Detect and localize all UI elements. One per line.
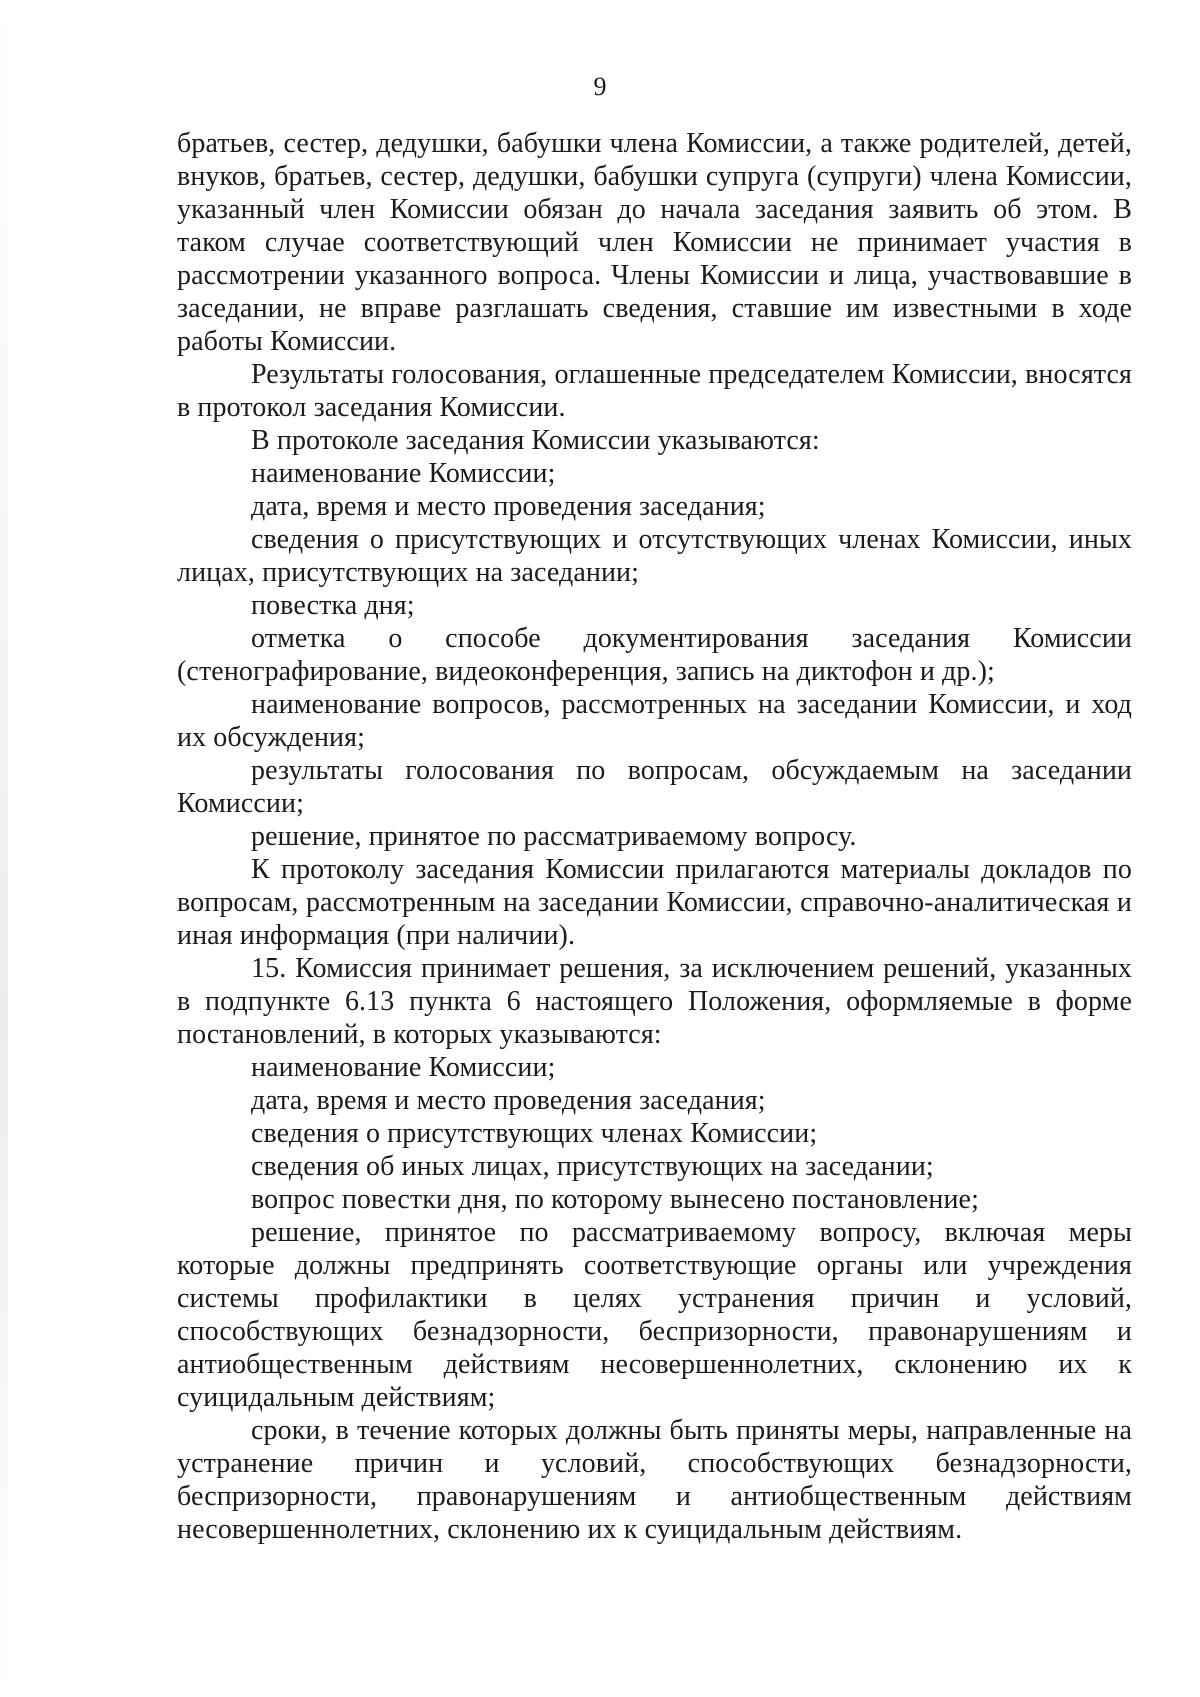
- list-item: сведения о присутствующих членах Комиссии;: [251, 1118, 818, 1149]
- paragraph: братьев, сестер, дедушки, бабушки члена Комиссии, а также родителей, детей, внуков, братьев, сестер, дедушки, бабушки супруга (супруги) члена Комиссии, указанный член Комиссии обязан до начала заседания заявить об этом. В таком случае соответствующий член Комиссии не принимает участия в рассмотрении указанного вопроса. Члены Комиссии и лица, участвовавшие в заседании, не вправе разглашать сведения, ставшие им известными в ходе работы Комиссии.: [177, 128, 1132, 357]
- paragraph: Результаты голосования, оглашенные председателем Комиссии, вносятся в протокол заседания Комиссии.: [177, 359, 1132, 423]
- page-number: 9: [593, 72, 607, 101]
- list-item: сведения о присутствующих и отсутствующих членах Комиссии, иных лицах, присутствующих на заседании;: [177, 524, 1132, 588]
- list-item: результаты голосования по вопросам, обсуждаемым на заседании Комиссии;: [177, 755, 1132, 819]
- list-item: наименование Комиссии;: [251, 458, 556, 489]
- paragraph: К протоколу заседания Комиссии прилагаются материалы докладов по вопросам, рассмотренным на заседании Комиссии, справочно-аналитическая и иная информация (при наличии).: [177, 854, 1132, 951]
- list-item: повестка дня;: [251, 590, 415, 621]
- list-item: решение, принятое по рассматриваемому вопросу.: [251, 821, 857, 852]
- list-item: сроки, в течение которых должны быть приняты меры, направленные на устранение причин и условий, способствующих безнадзорности, беспризорности, правонарушениям и антиобщественным действиям несовершеннолетних, склонению их к суицидальным действиям.: [177, 1415, 1132, 1545]
- list-item: дата, время и место проведения заседания;: [251, 491, 766, 522]
- list-item: сведения об иных лицах, присутствующих на заседании;: [251, 1151, 934, 1182]
- list-item: дата, время и место проведения заседания;: [251, 1085, 766, 1116]
- list-item: решение, принятое по рассматриваемому вопросу, включая меры которые должны предпринять соответствующие органы или учреждения системы профилактики в целях устранения причин и условий, способствующих безнадзорности, беспризорности, правонарушениям и антиобщественным действиям несовершеннолетних, склонению их к суицидальным действиям;: [177, 1217, 1132, 1413]
- paragraph: В протоколе заседания Комиссии указываются:: [251, 425, 820, 456]
- list-item: вопрос повестки дня, по которому вынесено постановление;: [251, 1184, 979, 1215]
- list-item: отметка о способе документирования заседания Комиссии (стенографирование, видеоконференция, запись на диктофон и др.);: [177, 623, 1132, 687]
- list-item: наименование вопросов, рассмотренных на заседании Комиссии, и ход их обсуждения;: [177, 689, 1132, 753]
- section-15-paragraph: 15. Комиссия принимает решения, за исключением решений, указанных в подпункте 6.13 пункта 6 настоящего Положения, оформляемые в форме постановлений, в которых указываются:: [177, 953, 1132, 1050]
- scan-margin-shadow: [0, 0, 8, 1697]
- document-body: [177, 127, 1132, 1546]
- list-item: наименование Комиссии;: [251, 1052, 556, 1083]
